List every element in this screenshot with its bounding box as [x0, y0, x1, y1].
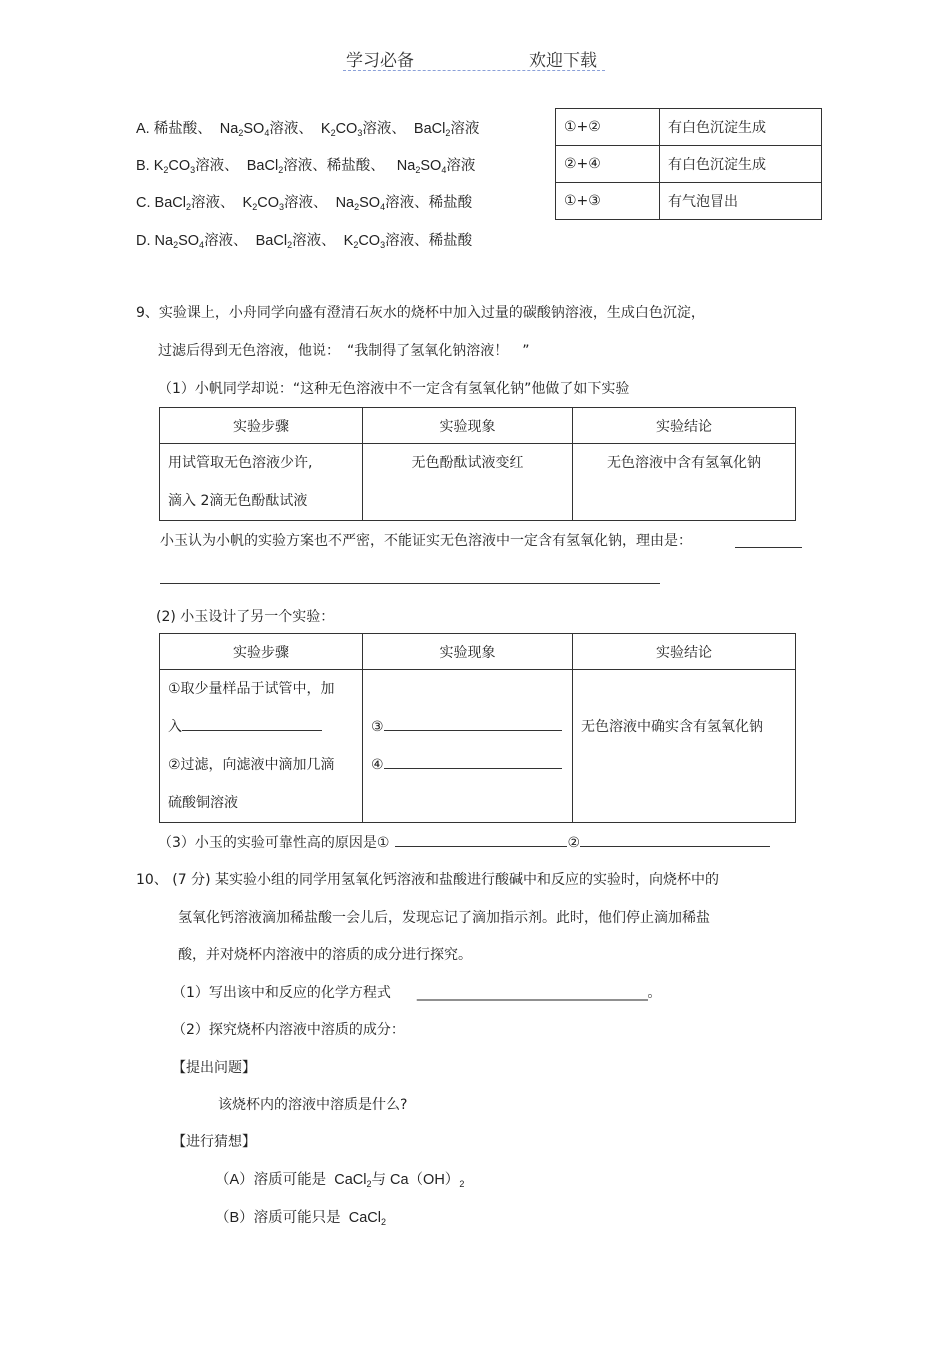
combo-cell: ①+②	[556, 109, 660, 146]
result-cell: 有气泡冒出	[660, 183, 822, 220]
reason-blank-1[interactable]	[395, 846, 567, 847]
q9-part3: （3）小玉的实验可靠性高的原因是① ②	[158, 832, 770, 852]
phenomenon-cell	[363, 670, 573, 823]
q10-line3: 酸，并对烧杯内溶液中的溶质的成分进行探究。	[178, 947, 472, 963]
header-divider	[343, 70, 605, 71]
q9-part2: (2) 小玉设计了另一个实验：	[156, 609, 335, 625]
phenomenon-blank-4[interactable]	[384, 768, 562, 769]
option-b: B. $K_2CO_3$溶液、 BaCl$_2$溶液、稀盐酸、 $Na_2SO_4$溶液	[136, 158, 476, 175]
step-line: 硫酸铜溶液	[168, 795, 238, 811]
step-line: 用试管取无色溶液少许,	[168, 455, 313, 471]
equation-blank[interactable]: ____________________________________	[416, 985, 648, 1001]
guess-b: （B）溶质可能只是 CaCl$_2$	[215, 1210, 386, 1227]
table-row	[556, 183, 822, 220]
q10-sub1: （1）写出该中和反应的化学方程式 ____________________________________。	[172, 985, 662, 1001]
phenomenon-line: ③	[371, 708, 564, 746]
combo-cell: ①+③	[556, 183, 660, 220]
option-d: D. $Na_2SO_4$溶液、 BaCl$_2$溶液、 $K_2CO_3$溶液、稀盐酸	[136, 233, 473, 250]
guess-a: （A）溶质可能是 CaCl$_2$与 $Ca(OH)_2$	[215, 1172, 465, 1189]
experiment-table-2	[159, 633, 796, 823]
table-row	[556, 109, 822, 146]
option-a: A. 稀盐酸、 $Na_2SO_4$溶液、 $K_2CO_3$溶液、 BaCl$_2$溶液	[136, 121, 480, 138]
table-header-row	[160, 634, 796, 670]
reason-blank-2[interactable]	[580, 846, 770, 847]
step-cell	[160, 444, 363, 521]
result-cell: 有白色沉淀生成	[660, 109, 822, 146]
column-header: 实验步骤	[160, 408, 363, 444]
step-line: 入	[168, 708, 354, 746]
column-header: 实验结论	[573, 408, 796, 444]
step-line: ①取少量样品于试管中，加	[168, 681, 335, 697]
reason-blank-short[interactable]	[735, 547, 802, 548]
phenomenon-blank-3[interactable]	[384, 730, 562, 731]
step-line: 滴入 2滴无色酚酞试液	[168, 493, 308, 509]
step-cell	[160, 670, 363, 823]
conclusion-text: 无色溶液中含有氢氧化钠	[607, 455, 761, 471]
step-line: ②过滤，向滤液中滴加几滴	[168, 757, 335, 773]
q9-part1: （1）小帆同学却说：“这种无色溶液中不一定含有氢氧化钠”他做了如下实验	[158, 381, 630, 397]
phenomenon-text: 无色酚酞试液变红	[411, 455, 524, 471]
conclusion-cell	[573, 670, 796, 823]
column-header: 实验步骤	[160, 634, 363, 670]
experiment-table-1	[159, 407, 796, 521]
combo-cell: ②+④	[556, 146, 660, 183]
table-row	[160, 444, 796, 521]
table-row	[556, 146, 822, 183]
q10-line1: 10、 (7 分) 某实验小组的同学用氢氧化钙溶液和盐酸进行酸碱中和反应的实验时，向烧杯中的	[136, 872, 719, 888]
conclusion-cell	[573, 444, 796, 521]
q9-line1: 9、实验课上，小舟同学向盛有澄清石灰水的烧杯中加入过量的碳酸钠溶液，生成白色沉淀，	[136, 305, 705, 321]
column-header: 实验现象	[363, 408, 573, 444]
q9-line2: 过滤后得到无色溶液，他说： “我制得了氢氧化钠溶液！ ”	[158, 343, 530, 359]
table-row	[160, 670, 796, 823]
q10-sub2: （2）探究烧杯内溶液中溶质的成分：	[172, 1022, 405, 1038]
reagent-blank[interactable]	[182, 730, 322, 731]
result-cell: 有白色沉淀生成	[660, 146, 822, 183]
header-right: 欢迎下载	[529, 51, 597, 71]
reason-prompt: 小玉认为小帆的实验方案也不严密，不能证实无色溶液中一定含有氢氧化钠，理由是：	[160, 533, 692, 549]
option-c: C. BaCl$_2$溶液、 $K_2CO_3$溶液、 $Na_2SO_4$溶液、稀盐酸	[136, 195, 473, 212]
table-header-row	[160, 408, 796, 444]
column-header: 实验现象	[363, 634, 573, 670]
conclusion-text: 无色溶液中确实含有氢氧化钠	[581, 719, 763, 735]
column-header: 实验结论	[573, 634, 796, 670]
phenomenon-line: ④	[371, 746, 564, 784]
phenomenon-cell	[363, 444, 573, 521]
reason-blank-long[interactable]	[160, 583, 660, 584]
q10-line2: 氢氧化钙溶液滴加稀盐酸一会儿后，发现忘记了滴加指示剂。此时，他们停止滴加稀盐	[178, 910, 710, 926]
header-left: 学习必备	[346, 51, 414, 71]
question-text: 该烧杯内的溶液中溶质是什么?	[218, 1097, 408, 1113]
guess-heading: 【进行猜想】	[172, 1134, 256, 1150]
reaction-table	[555, 108, 822, 220]
raise-question-heading: 【提出问题】	[172, 1060, 256, 1076]
